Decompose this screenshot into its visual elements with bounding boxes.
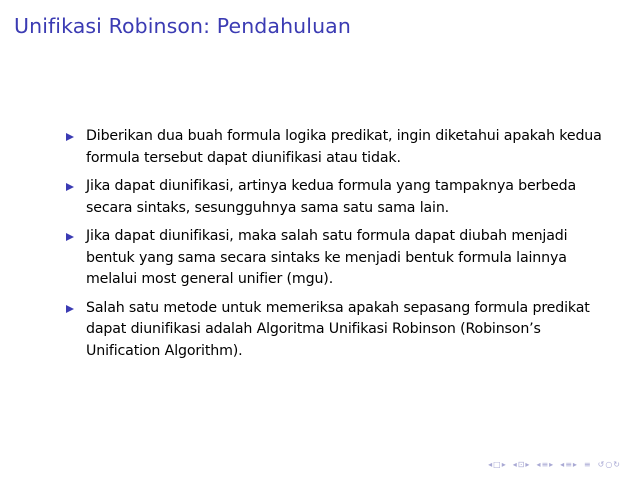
align-icon[interactable]: ≡: [583, 460, 591, 469]
back-icon[interactable]: ↺: [597, 460, 605, 469]
triangle-bullet-icon: [66, 305, 74, 313]
list-item: [66, 298, 606, 363]
triangle-bullet-icon: [66, 233, 74, 241]
next-frame-icon[interactable]: ▸: [501, 460, 506, 469]
bullet-text: Diberikan dua buah formula logika predikat, ingin diketahui apakah kedua formula tersebut dapat diunifikasi atau tidak.: [86, 128, 602, 166]
next-subsection-icon[interactable]: ▸: [525, 460, 530, 469]
bullet-text: Salah satu metode untuk memeriksa apakah sepasang formula predikat dapat diunifikasi adalah Algoritma Unifikasi Robinson (Robinson’s Unification Algorithm).: [86, 299, 590, 359]
forward-icon[interactable]: ↻: [613, 460, 620, 469]
bullet-text: Jika dapat diunifikasi, artinya kedua formula yang tampaknya berbeda secara sintaks, sesungguhnya sama satu sama lain.: [86, 178, 577, 216]
list-item: [66, 176, 606, 219]
next-section-icon[interactable]: ▸: [549, 460, 554, 469]
part-nav-group: [560, 461, 577, 469]
first-frame-icon[interactable]: ◂: [488, 460, 493, 469]
next-part-icon[interactable]: ▸: [572, 460, 577, 469]
prev-subsection-icon[interactable]: ◂: [512, 460, 517, 469]
frame-nav-group: [488, 461, 506, 469]
subsection-nav-group: [513, 461, 530, 469]
section-nav-group: [536, 461, 553, 469]
search-nav-group: [598, 461, 620, 469]
triangle-bullet-icon: [66, 183, 74, 191]
list-item: [66, 126, 606, 169]
triangle-bullet-icon: [66, 133, 74, 141]
slide-title: Unifikasi Robinson: Pendahuluan: [14, 14, 351, 38]
beamer-navigation-bar: [488, 461, 624, 469]
frame-icon[interactable]: □: [493, 460, 501, 469]
prev-section-icon[interactable]: ◂: [536, 460, 541, 469]
bullet-list: [66, 126, 606, 369]
align-nav-group: [584, 461, 591, 469]
search-icon[interactable]: ○: [605, 460, 613, 469]
bullet-text: Jika dapat diunifikasi, maka salah satu formula dapat diubah menjadi bentuk yang sama secara sintaks ke menjadi bentuk formula lainnya melalui most general unifier (mgu).: [86, 228, 568, 287]
section-icon[interactable]: ≡: [541, 460, 549, 469]
prev-part-icon[interactable]: ◂: [560, 460, 565, 469]
list-item: [66, 226, 606, 291]
part-icon[interactable]: ≡: [565, 460, 572, 469]
subsection-icon[interactable]: ⊡: [517, 460, 525, 469]
